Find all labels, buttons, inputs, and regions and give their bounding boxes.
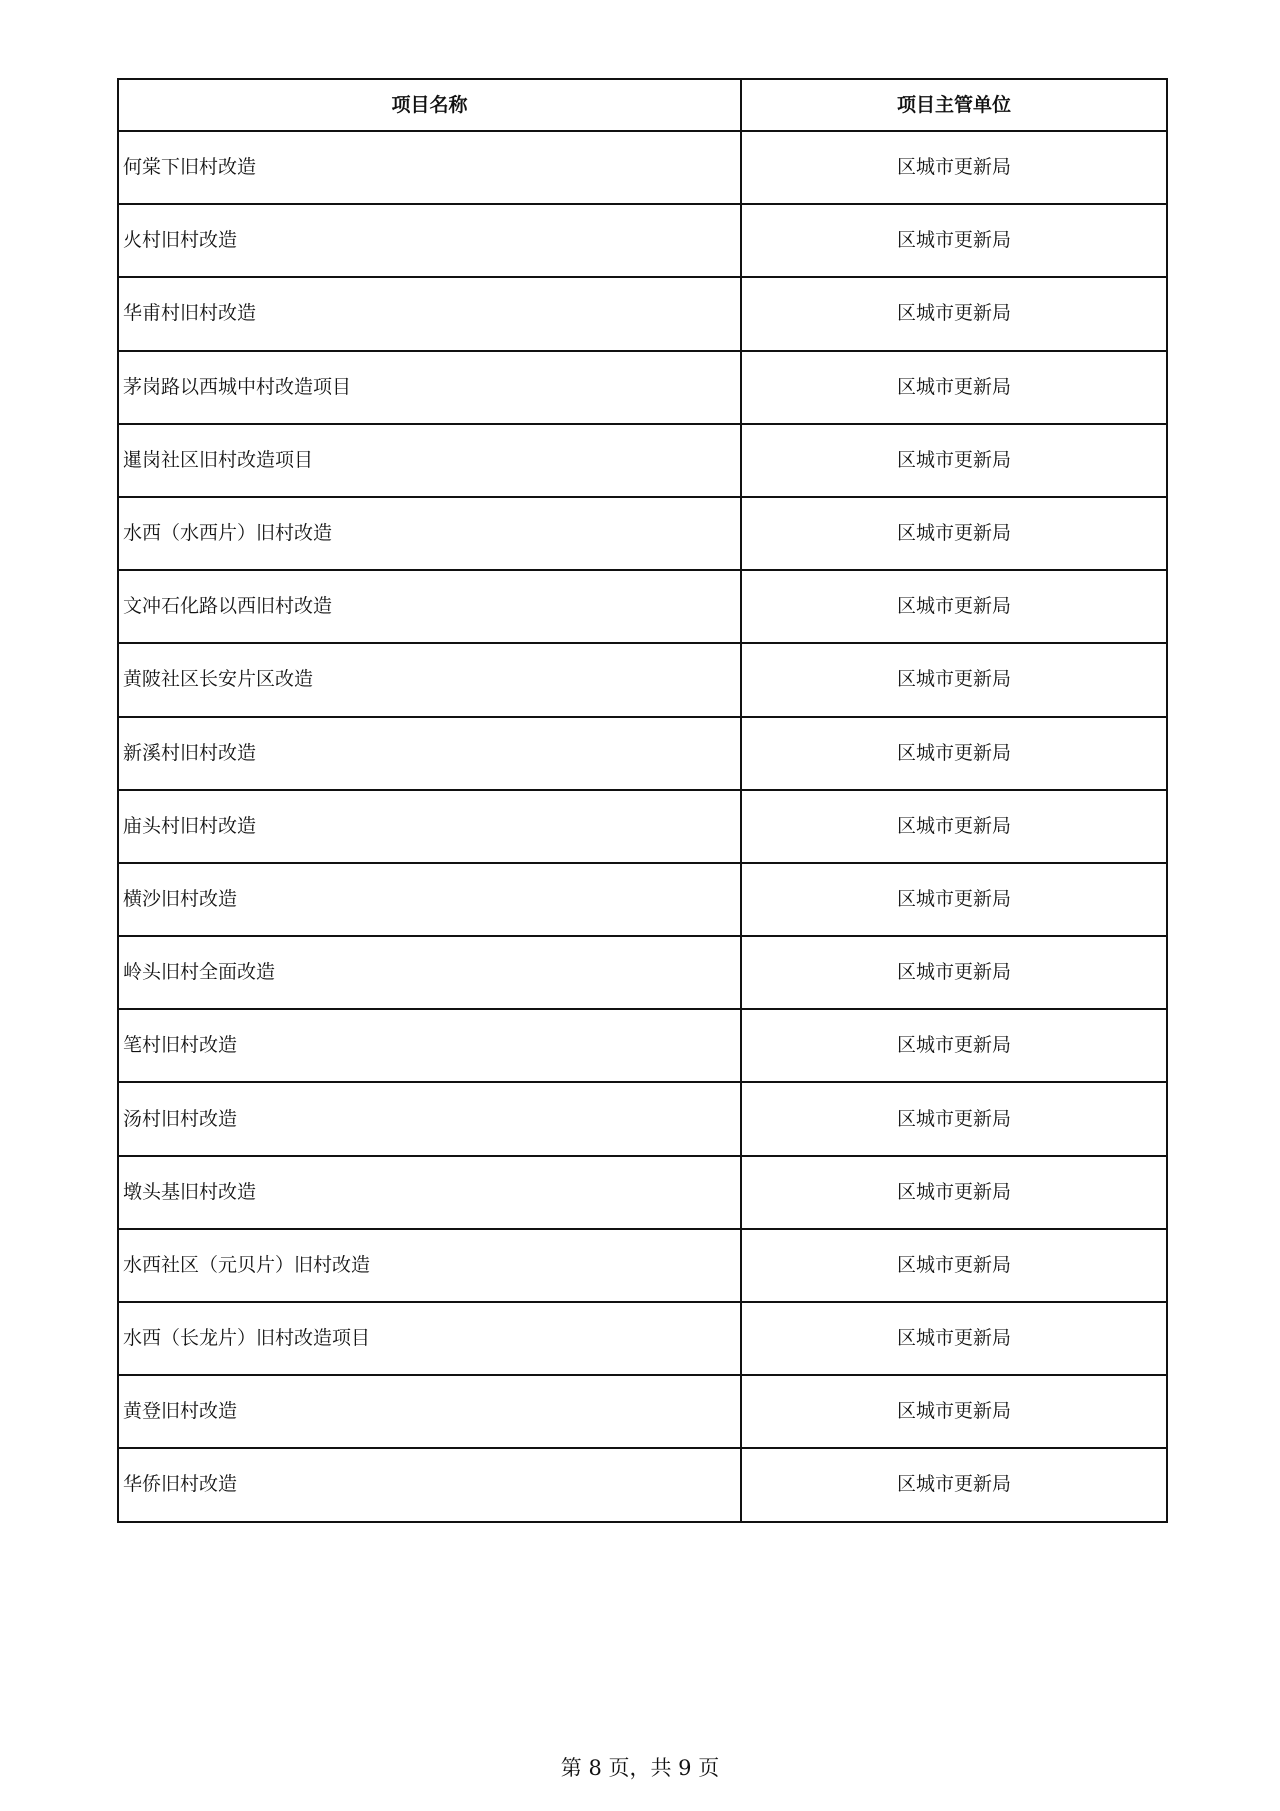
project-name-cell: 庙头村旧村改造 [118,790,741,863]
table-row [118,643,1167,716]
managing-unit-cell: 区城市更新局 [741,1302,1167,1375]
managing-unit-cell: 区城市更新局 [741,131,1167,204]
project-name-cell: 水西（水西片）旧村改造 [118,497,741,570]
table-row [118,570,1167,643]
managing-unit-cell: 区城市更新局 [741,1375,1167,1448]
header-managing-unit: 项目主管单位 [741,79,1167,131]
managing-unit-cell: 区城市更新局 [741,1082,1167,1155]
project-name-cell: 黄登旧村改造 [118,1375,741,1448]
header-row [118,79,1167,131]
managing-unit-cell: 区城市更新局 [741,790,1167,863]
project-name-cell: 暹岗社区旧村改造项目 [118,424,741,497]
table-row [118,1448,1167,1521]
table-body [118,131,1167,1522]
table-row [118,277,1167,350]
managing-unit-cell: 区城市更新局 [741,1448,1167,1521]
managing-unit-cell: 区城市更新局 [741,1009,1167,1082]
table-row [118,1229,1167,1302]
project-name-cell: 岭头旧村全面改造 [118,936,741,1009]
project-name-cell: 文冲石化路以西旧村改造 [118,570,741,643]
managing-unit-cell: 区城市更新局 [741,204,1167,277]
table-row [118,1009,1167,1082]
project-name-cell: 黄陂社区长安片区改造 [118,643,741,716]
managing-unit-cell: 区城市更新局 [741,424,1167,497]
table-row [118,131,1167,204]
managing-unit-cell: 区城市更新局 [741,570,1167,643]
project-name-cell: 茅岗路以西城中村改造项目 [118,351,741,424]
project-name-cell: 水西（长龙片）旧村改造项目 [118,1302,741,1375]
table-row [118,1375,1167,1448]
table-row [118,1302,1167,1375]
managing-unit-cell: 区城市更新局 [741,643,1167,716]
project-name-cell: 墩头基旧村改造 [118,1156,741,1229]
managing-unit-cell: 区城市更新局 [741,351,1167,424]
table-row [118,936,1167,1009]
project-name-cell: 何棠下旧村改造 [118,131,741,204]
table-row [118,717,1167,790]
page-number-footer: 第 8 页，共 9 页 [560,1756,720,1780]
managing-unit-cell: 区城市更新局 [741,936,1167,1009]
project-name-cell: 水西社区（元贝片）旧村改造 [118,1229,741,1302]
managing-unit-cell: 区城市更新局 [741,497,1167,570]
project-name-cell: 华侨旧村改造 [118,1448,741,1521]
managing-unit-cell: 区城市更新局 [741,863,1167,936]
table-header [118,79,1167,131]
project-table [117,78,1168,1523]
managing-unit-cell: 区城市更新局 [741,717,1167,790]
project-name-cell: 火村旧村改造 [118,204,741,277]
table-row [118,1156,1167,1229]
project-name-cell: 新溪村旧村改造 [118,717,741,790]
table-row [118,1082,1167,1155]
table-row [118,497,1167,570]
project-name-cell: 汤村旧村改造 [118,1082,741,1155]
project-name-cell: 笔村旧村改造 [118,1009,741,1082]
table-row [118,424,1167,497]
managing-unit-cell: 区城市更新局 [741,1229,1167,1302]
table-row [118,351,1167,424]
table-row [118,204,1167,277]
header-project-name: 项目名称 [118,79,741,131]
project-name-cell: 横沙旧村改造 [118,863,741,936]
table-row [118,790,1167,863]
table-row [118,863,1167,936]
project-name-cell: 华甫村旧村改造 [118,277,741,350]
managing-unit-cell: 区城市更新局 [741,1156,1167,1229]
managing-unit-cell: 区城市更新局 [741,277,1167,350]
